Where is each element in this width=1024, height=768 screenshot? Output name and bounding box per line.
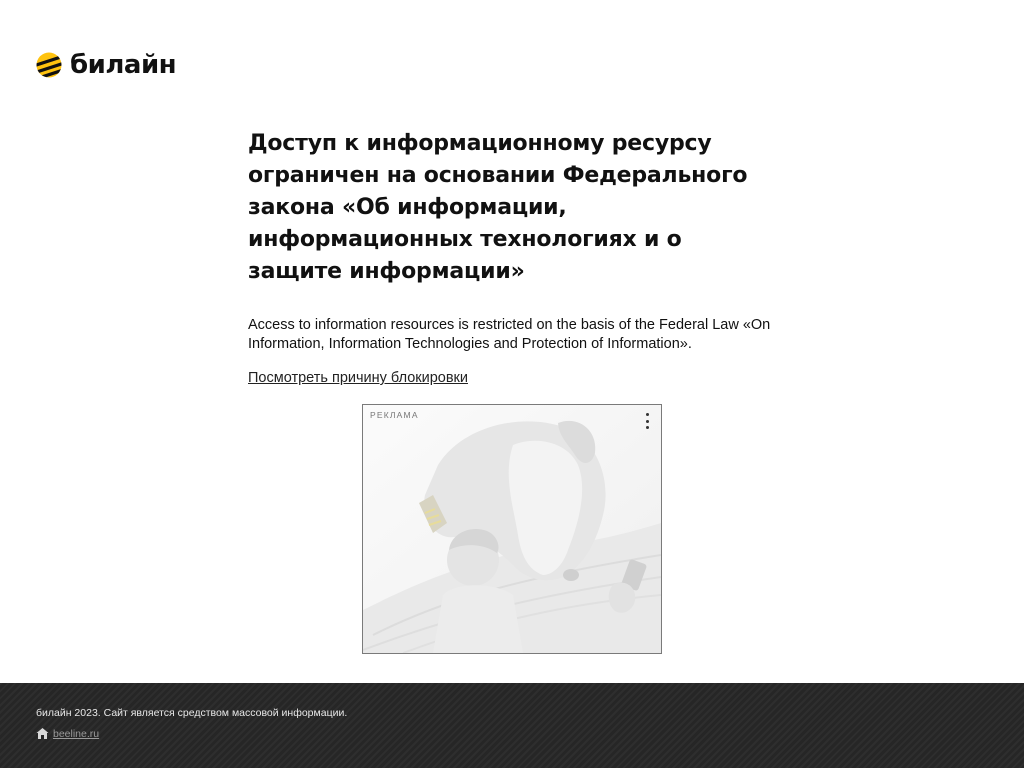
footer	[0, 683, 1024, 768]
more-vertical-icon[interactable]	[641, 411, 653, 431]
beeline-site-link[interactable]: beeline.ru	[53, 727, 100, 740]
beeline-logo-icon	[36, 52, 62, 78]
page-title: Доступ к информационному ресурсу ограничен на основании Федерального закона «Об информации, информационных технологиях и о защите информации»	[248, 131, 748, 284]
footer-copyright: билайн 2023. Сайт является средством массовой информации.	[36, 707, 348, 719]
ad-banner[interactable]	[362, 404, 662, 654]
beeline-logo[interactable]	[36, 50, 176, 80]
logo-text: билайн	[70, 50, 177, 80]
menu-dot	[646, 426, 649, 429]
main-content	[248, 128, 778, 354]
ad-image	[363, 405, 661, 653]
block-reason-link[interactable]: Посмотреть причину блокировки	[248, 370, 468, 386]
home-icon	[36, 727, 49, 740]
english-notice: Access to information resources is restricted on the basis of the Federal Law «On Information, Information Technologies and Protection of Information».	[248, 317, 771, 352]
footer-site	[36, 727, 99, 740]
menu-dot	[646, 413, 649, 416]
menu-dot	[646, 420, 649, 423]
ad-label: РЕКЛАМА	[370, 410, 419, 420]
